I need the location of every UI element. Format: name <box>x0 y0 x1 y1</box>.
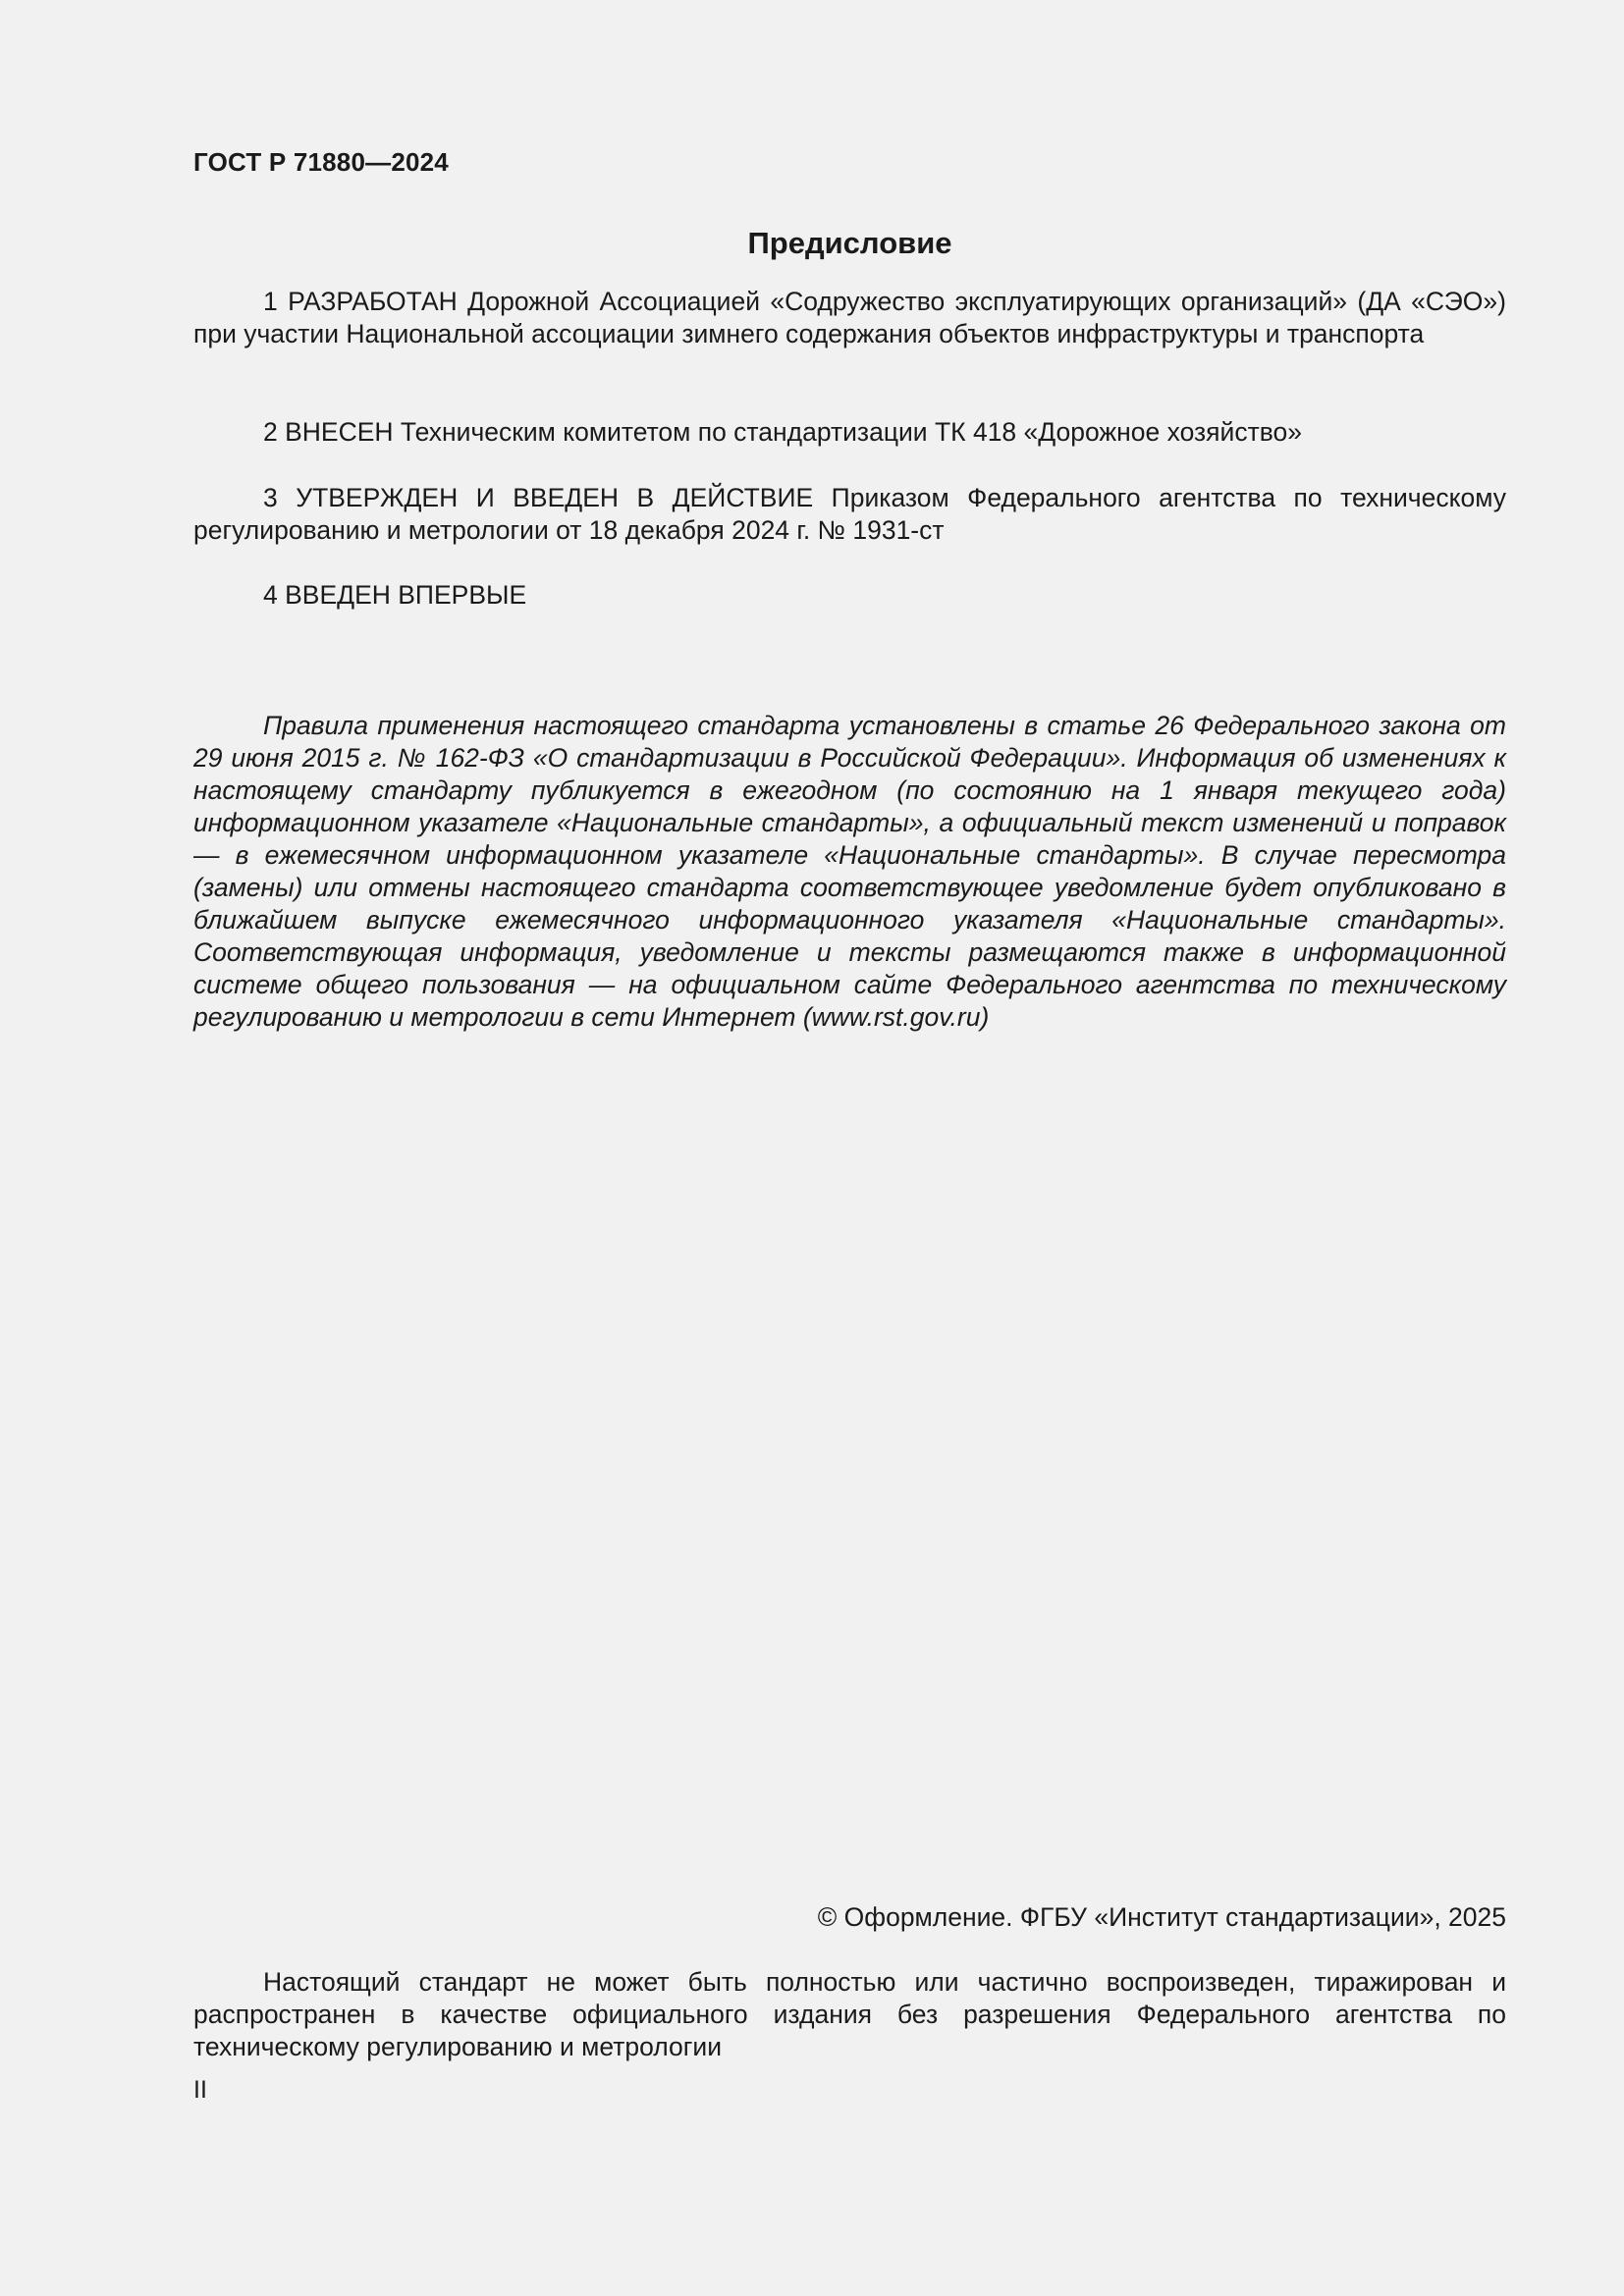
page-number: II <box>193 2076 207 2104</box>
foreword-item-1: 1 РАЗРАБОТАН Дорожной Ассоциацией «Содружество эксплуатирующих организаций» (ДА «СЭО») при участии Национальной ассоциации зимнего содержания объектов инфраструктуры и транспорта <box>193 287 1506 348</box>
foreword-item-2: 2 ВНЕСЕН Техническим комитетом по стандартизации ТК 418 «Дорожное хозяйство» <box>263 417 1302 447</box>
foreword-item-4: 4 ВВЕДЕН ВПЕРВЫЕ <box>263 580 527 610</box>
page-title: Предисловие <box>747 226 952 260</box>
document-code: ГОСТ Р 71880—2024 <box>193 147 449 177</box>
reproduction-notice: Настоящий стандарт не может быть полностью или частично воспроизведен, тиражирован и распространен в качестве официального издания без разрешения Федерального агентства по техническому регулированию и метрологии <box>193 1967 1506 2061</box>
copyright-line: © Оформление. ФГБУ «Институт стандартизации», 2025 <box>817 1902 1506 1932</box>
application-rules-notice: Правила применения настоящего стандарта установлены в статье 26 Федерального закона от 29 июня 2015 г. № 162-ФЗ «О стандартизации в Российской Федерации». Информация об изменениях к настоящему стандарту публикуется в ежегодном (по состоянию на 1 января текущего года) информационном указателе «Национальные стандарты», а официальный текст изменений и поправок — в ежемесячном информационном указателе «Национальные стандарты». В случае пересмотра (замены) или отмены настоящего стандарта соответствующее уведомление будет опубликовано в ближайшем выпуске ежемесячного информационного указателя «Национальные стандарты». Соответствующая информация, уведомление и тексты размещаются также в информационной системе общего пользования — на официальном сайте Федерального агентства по техническому регулированию и метрологии в сети Интернет (www.rst.gov.ru) <box>193 711 1506 1032</box>
foreword-item-3: 3 УТВЕРЖДЕН И ВВЕДЕН В ДЕЙСТВИЕ Приказом Федерального агентства по техническому регулированию и метрологии от 18 декабря 2024 г. № 1931-ст <box>193 483 1506 545</box>
